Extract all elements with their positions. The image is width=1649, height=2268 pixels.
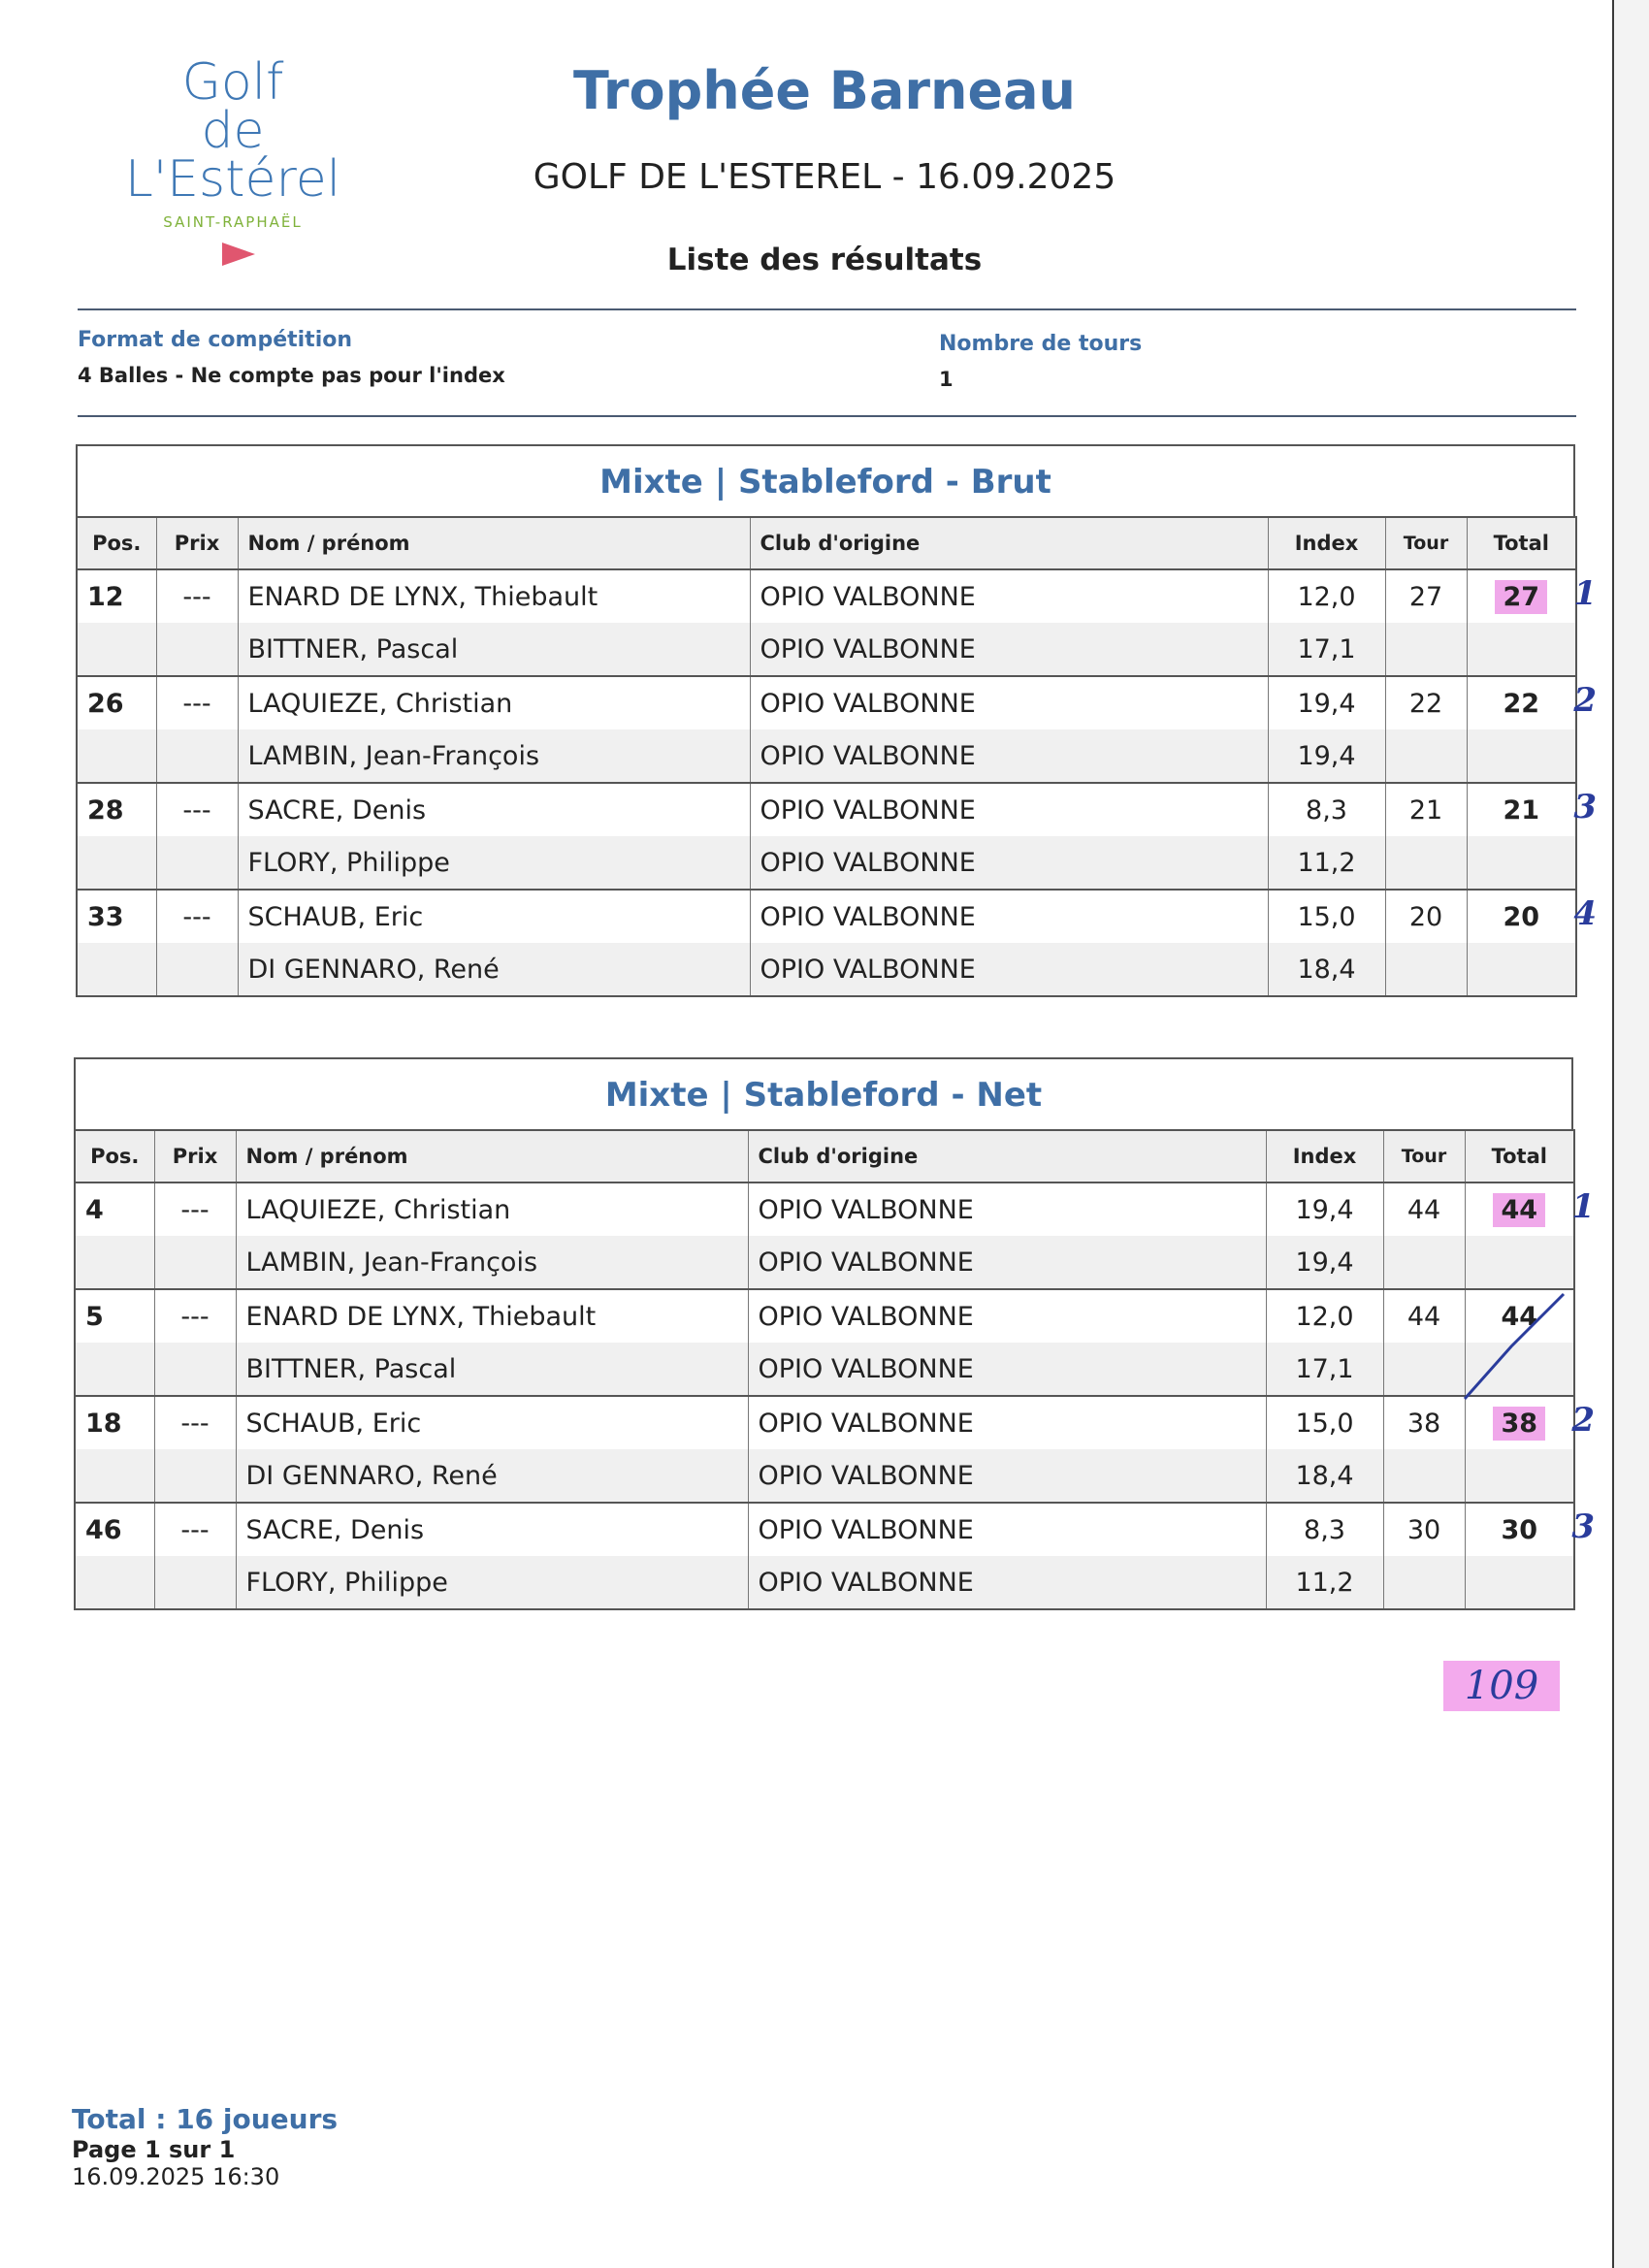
total-value: 44 [1493, 1193, 1545, 1227]
tour-score: 38 [1383, 1396, 1465, 1449]
table-row [75, 1396, 1574, 1449]
club: OPIO VALBONNE [750, 783, 1268, 836]
index: 19,4 [1268, 676, 1385, 729]
prize [156, 943, 238, 996]
position: 26 [77, 676, 156, 729]
list-title: Liste des résultats [666, 243, 983, 277]
total-value: 22 [1503, 688, 1540, 719]
position: 5 [75, 1289, 154, 1343]
total-score [1467, 729, 1576, 783]
player-name: LAMBIN, Jean-François [236, 1236, 748, 1289]
club: OPIO VALBONNE [750, 943, 1268, 996]
club: OPIO VALBONNE [750, 729, 1268, 783]
col-index: Index [1266, 1130, 1383, 1183]
index: 17,1 [1268, 623, 1385, 676]
position: 33 [77, 890, 156, 943]
table-row [75, 1449, 1574, 1503]
handwritten-rank: 3 [1573, 788, 1597, 826]
table-row [75, 1503, 1574, 1556]
club: OPIO VALBONNE [748, 1556, 1266, 1609]
total-score [1465, 1503, 1595, 1556]
prize [156, 836, 238, 890]
position [75, 1556, 154, 1609]
index: 8,3 [1266, 1503, 1383, 1556]
club: OPIO VALBONNE [748, 1289, 1266, 1343]
col-total: Total [1465, 1130, 1574, 1183]
club: OPIO VALBONNE [748, 1183, 1266, 1236]
position: 46 [75, 1503, 154, 1556]
col-nom: Nom / prénom [236, 1130, 748, 1183]
col-prix: Prix [154, 1130, 236, 1183]
col-prix: Prix [156, 517, 238, 569]
handwritten-sum: 109 [1443, 1661, 1560, 1711]
tour-score [1383, 1343, 1465, 1396]
footer-datetime: 16.09.2025 16:30 [72, 2163, 280, 2190]
player-name: FLORY, Philippe [236, 1556, 748, 1609]
player-name: DI GENNARO, René [238, 943, 750, 996]
index: 15,0 [1266, 1396, 1383, 1449]
tours-value: 1 [939, 368, 954, 391]
table-row [77, 943, 1576, 996]
position: 28 [77, 783, 156, 836]
prize: --- [154, 1503, 236, 1556]
tour-score: 20 [1385, 890, 1467, 943]
club: OPIO VALBONNE [750, 836, 1268, 890]
prize [156, 623, 238, 676]
position [77, 623, 156, 676]
position [75, 1449, 154, 1503]
player-name: BITTNER, Pascal [236, 1343, 748, 1396]
tour-score [1383, 1449, 1465, 1503]
player-name: SCHAUB, Eric [238, 890, 750, 943]
total-value: 20 [1503, 901, 1540, 932]
table-row [77, 569, 1576, 623]
handwritten-rank: 1 [1573, 574, 1597, 613]
club: OPIO VALBONNE [750, 569, 1268, 623]
position [77, 729, 156, 783]
prize: --- [156, 676, 238, 729]
table-row [75, 1289, 1574, 1343]
table-row [75, 1236, 1574, 1289]
index: 12,0 [1268, 569, 1385, 623]
format-value: 4 Balles - Ne compte pas pour l'index [78, 364, 505, 387]
col-club: Club d'origine [748, 1130, 1266, 1183]
prize: --- [156, 890, 238, 943]
index: 15,0 [1268, 890, 1385, 943]
prize: --- [156, 569, 238, 623]
table-row [77, 783, 1576, 836]
flag-icon [222, 243, 255, 266]
col-index: Index [1268, 517, 1385, 569]
brut-section [76, 444, 1597, 997]
prize: --- [154, 1289, 236, 1343]
club: OPIO VALBONNE [750, 890, 1268, 943]
position: 12 [77, 569, 156, 623]
index: 19,4 [1268, 729, 1385, 783]
handwritten-rank: 3 [1571, 1507, 1595, 1546]
index: 19,4 [1266, 1236, 1383, 1289]
total-value: 27 [1495, 580, 1547, 614]
golf-logo: Golf de L'Estérel SAINT-RAPHAËL [107, 58, 359, 281]
divider [78, 308, 1576, 310]
club: OPIO VALBONNE [750, 676, 1268, 729]
player-name: ENARD DE LYNX, Thiebault [236, 1289, 748, 1343]
player-name: LAQUIEZE, Christian [236, 1183, 748, 1236]
tour-score: 22 [1385, 676, 1467, 729]
index: 11,2 [1266, 1556, 1383, 1609]
tour-score [1383, 1556, 1465, 1609]
tour-score: 44 [1383, 1289, 1465, 1343]
handwritten-rank: 4 [1573, 894, 1597, 933]
col-total: Total [1467, 517, 1576, 569]
table-row [75, 1343, 1574, 1396]
player-name: SACRE, Denis [236, 1503, 748, 1556]
divider [78, 415, 1576, 417]
handwritten-rank: 2 [1571, 1401, 1595, 1440]
net-section [74, 1057, 1595, 1610]
player-name: BITTNER, Pascal [238, 623, 750, 676]
footer-total: Total : 16 joueurs [72, 2103, 339, 2135]
brut-table [76, 516, 1597, 997]
prize: --- [154, 1183, 236, 1236]
total-score [1465, 1236, 1574, 1289]
handwritten-rank: 1 [1571, 1187, 1595, 1226]
tour-score [1385, 729, 1467, 783]
tour-score [1385, 836, 1467, 890]
position [75, 1343, 154, 1396]
total-score [1465, 1183, 1595, 1236]
player-name: LAQUIEZE, Christian [238, 676, 750, 729]
col-nom: Nom / prénom [238, 517, 750, 569]
total-value: 30 [1501, 1514, 1538, 1545]
table-row [75, 1183, 1574, 1236]
index: 17,1 [1266, 1343, 1383, 1396]
index: 18,4 [1266, 1449, 1383, 1503]
player-name: SACRE, Denis [238, 783, 750, 836]
table-header-row [75, 1130, 1574, 1183]
net-title: Mixte | Stableford - Net [74, 1057, 1573, 1129]
tour-score [1385, 943, 1467, 996]
table-row [75, 1556, 1574, 1609]
total-score [1467, 943, 1576, 996]
total-score [1467, 783, 1597, 836]
table-row [77, 623, 1576, 676]
table-row [77, 676, 1576, 729]
brut-title: Mixte | Stableford - Brut [76, 444, 1575, 516]
prize [154, 1343, 236, 1396]
col-tour: Tour [1383, 1130, 1465, 1183]
index: 12,0 [1266, 1289, 1383, 1343]
prize: --- [156, 783, 238, 836]
scan-edge [1612, 0, 1649, 2268]
player-name: ENARD DE LYNX, Thiebault [238, 569, 750, 623]
index: 18,4 [1268, 943, 1385, 996]
total-score [1467, 836, 1576, 890]
total-score [1467, 569, 1597, 623]
handwritten-strike [1455, 1290, 1571, 1407]
player-name: SCHAUB, Eric [236, 1396, 748, 1449]
footer-page: Page 1 sur 1 [72, 2136, 236, 2163]
format-label: Format de compétition [78, 328, 353, 352]
club: OPIO VALBONNE [748, 1236, 1266, 1289]
club: OPIO VALBONNE [748, 1503, 1266, 1556]
prize [154, 1556, 236, 1609]
prize [156, 729, 238, 783]
position [75, 1236, 154, 1289]
total-score [1467, 623, 1576, 676]
strike-line [1465, 1294, 1564, 1399]
table-row [77, 890, 1576, 943]
col-club: Club d'origine [750, 517, 1268, 569]
index: 8,3 [1268, 783, 1385, 836]
total-score [1467, 676, 1597, 729]
table-row [77, 836, 1576, 890]
prize [154, 1449, 236, 1503]
total-score [1465, 1556, 1574, 1609]
position: 18 [75, 1396, 154, 1449]
handwritten-rank: 2 [1573, 681, 1597, 720]
index: 19,4 [1266, 1183, 1383, 1236]
total-value: 44 [1501, 1301, 1538, 1332]
tour-score [1385, 623, 1467, 676]
tour-score [1383, 1236, 1465, 1289]
tour-score: 27 [1385, 569, 1467, 623]
tour-score: 30 [1383, 1503, 1465, 1556]
club: OPIO VALBONNE [750, 623, 1268, 676]
total-value: 38 [1493, 1407, 1545, 1441]
player-name: FLORY, Philippe [238, 836, 750, 890]
event-subtitle: GOLF DE L'ESTEREL - 16.09.2025 [533, 157, 1116, 197]
tour-score: 21 [1385, 783, 1467, 836]
player-name: LAMBIN, Jean-François [238, 729, 750, 783]
prize: --- [154, 1396, 236, 1449]
player-name: DI GENNARO, René [236, 1449, 748, 1503]
col-tour: Tour [1385, 517, 1467, 569]
club: OPIO VALBONNE [748, 1343, 1266, 1396]
table-row [77, 729, 1576, 783]
club: OPIO VALBONNE [748, 1449, 1266, 1503]
prize [154, 1236, 236, 1289]
col-pos: Pos. [77, 517, 156, 569]
net-table [74, 1129, 1595, 1610]
tours-label: Nombre de tours [939, 332, 1143, 356]
col-pos: Pos. [75, 1130, 154, 1183]
total-value: 21 [1503, 794, 1540, 826]
index: 11,2 [1268, 836, 1385, 890]
position [77, 836, 156, 890]
position: 4 [75, 1183, 154, 1236]
tour-score: 44 [1383, 1183, 1465, 1236]
position [77, 943, 156, 996]
page-title: Trophée Barneau [573, 60, 1076, 121]
total-score [1465, 1449, 1574, 1503]
table-header-row [77, 517, 1576, 569]
total-score [1467, 890, 1597, 943]
club: OPIO VALBONNE [748, 1396, 1266, 1449]
